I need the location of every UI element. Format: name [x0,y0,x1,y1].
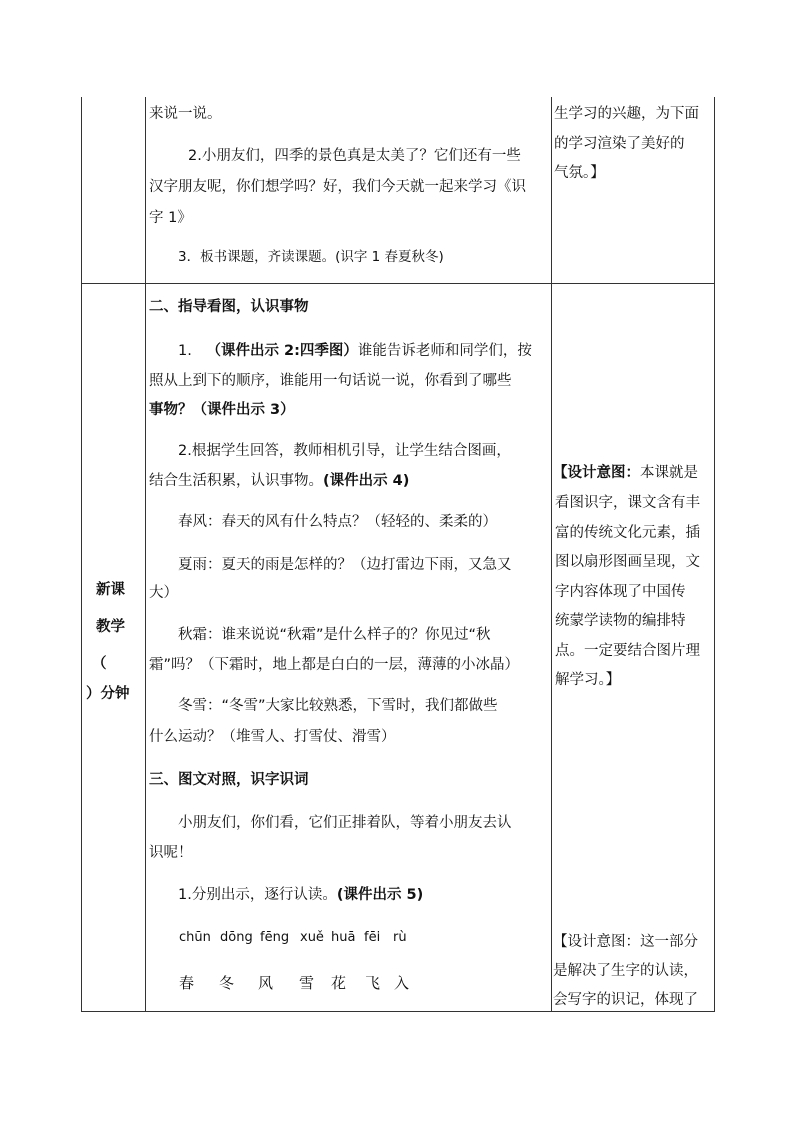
section-label-line2: 教学 [96,619,125,635]
design-note-line: 会写字的识记，体现了 [553,992,698,1008]
text-line [178,880,423,910]
text-span: 谁能告诉老师和同学们，按 [357,343,532,359]
hanzi: 风 [258,974,274,992]
hanzi: 春 [179,974,195,992]
text-line: 小朋友们，你们看，它们正排着队，等着小朋友去认 [178,815,512,831]
list-number: 1. [178,343,192,359]
text-line: 识呢！ [149,845,193,861]
design-note-line: 【设计意图：这一部分 [553,934,698,950]
design-note-line: 点。一定要结合图片理 [555,643,700,659]
table-border-right [714,97,715,1012]
hanzi: 冬 [219,974,235,992]
section-heading: 三、图文对照，识字识词 [149,772,309,788]
design-note-label: 【设计意图： [553,465,640,481]
text-span: 本课就是 [640,465,698,481]
text-line: 2.小朋友们，四季的景色真是太美了？它们还有一些 [188,148,521,164]
pinyin: dōng [220,930,253,945]
text-line: 2.根据学生回答，教师相机引导，让学生结合图画， [178,443,511,459]
text-span: 结合生活积累，认识事物。 [149,473,323,489]
section-label-line3: （ [92,656,107,672]
section-heading: 二、指导看图，认识事物 [149,299,309,315]
hanzi: 花 [331,974,347,992]
design-note-line: 看图识字，课文含有丰 [555,495,700,511]
pinyin: xuě [300,930,324,945]
text-line [178,336,532,366]
courseware-ref: (课件出示 5) [336,887,424,903]
courseware-ref: (课件出示 4) [323,473,410,489]
section-label-line1: 新课 [96,582,125,598]
table-border-left [81,97,82,1012]
text-line: 汉字朋友呢，你们想学吗？好，我们今天就一起来学习《识 [149,179,526,195]
hanzi: 入 [394,974,410,992]
design-note-line: 生学习的兴趣，为下面 [554,106,699,122]
courseware-ref: （课件出示 2:四季图） [206,343,358,359]
pinyin: fēi [364,930,381,945]
text-line: 字 1》 [149,210,192,226]
hanzi: 飞 [365,974,381,992]
design-note-line: 的学习渲染了美好的 [554,136,685,152]
design-note-line: 解学习。】 [555,672,621,688]
text-line: 霜”吗？（下霜时，地上都是白白的一层，薄薄的小冰晶） [149,657,520,673]
text-line: 大） [149,585,178,601]
design-note-line: 富的传统文化元素，插 [555,525,700,541]
design-note-line: 图以扇形图画呈现，文 [555,554,700,570]
text-line: 照从上到下的顺序，谁能用一句话说一说，你看到了哪些 [149,373,512,389]
table-row-divider [81,283,715,284]
design-note-line [553,458,698,488]
design-note-line: 气氛。】 [554,165,605,181]
design-note-line: 是解决了生字的认读， [553,963,698,979]
text-line: 春风：春天的风有什么特点？（轻轻的、柔柔的） [178,514,497,530]
text-line: 冬雪：“冬雪”大家比较熟悉，下雪时，我们都做些 [178,698,498,714]
section-label-line4: ）分钟 [86,686,130,702]
pinyin: rù [393,930,407,945]
design-note-line: 统蒙学读物的编排特 [555,613,686,629]
pinyin: fēng [260,930,290,945]
design-note-line: 字内容体现了中国传 [555,584,686,600]
table-border-col1 [145,97,146,1012]
text-line: 3．板书课题，齐读课题。(识字 1 春夏秋冬) [178,249,444,265]
hanzi: 雪 [299,974,315,992]
text-span: 1.分别出示，逐行认读。 [178,887,337,903]
text-line [149,466,409,496]
text-line: 夏雨：夏天的雨是怎样的？（边打雷边下雨，又急又 [178,557,512,573]
text-line: 秋霜：谁来说说“秋霜”是什么样子的？你见过“秋 [178,627,491,643]
table-border-col2 [551,97,552,1012]
text-line: 事物？（课件出示 3） [149,402,295,418]
pinyin: chūn [179,930,211,945]
text-line: 来说一说。 [149,106,222,122]
text-line: 什么运动？（堆雪人、打雪仗、滑雪） [149,729,396,745]
pinyin: huā [331,930,356,945]
